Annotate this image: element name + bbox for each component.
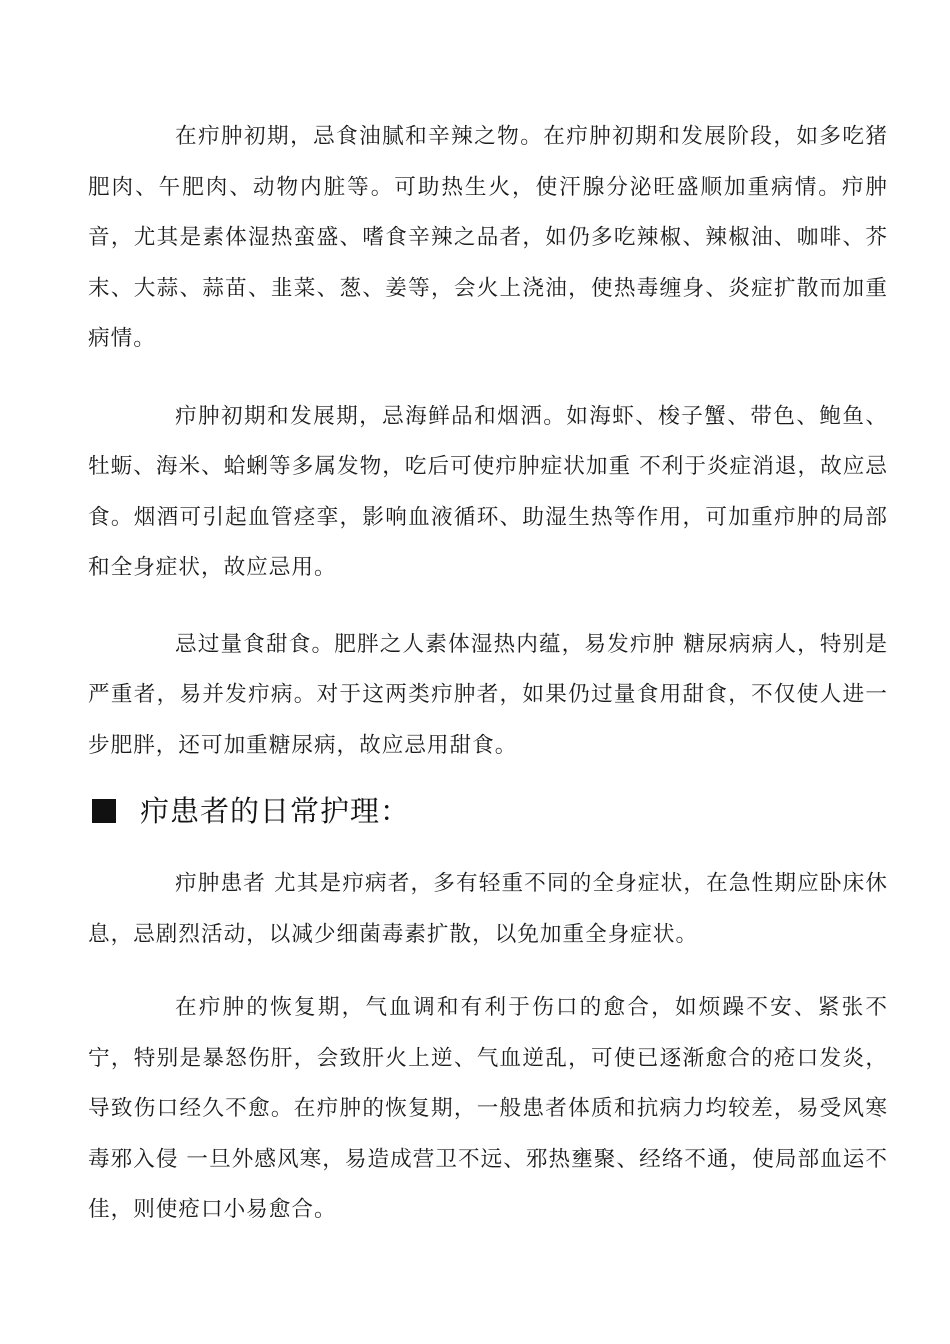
paragraph-care-recovery: 在疖肿的恢复期，气血调和有利于伤口的愈合，如烦躁不安、紧张不宁，特别是暴怒伤肝，会致肝火上逆、气血逆乱，可使已逐渐愈合的疮口发炎，导致伤口经久不愈。在疖肿的恢复期，一般患者体质和抗病力均较差，易受风寒毒邪入侵 一旦外感风寒，易造成营卫不远、邪热壅聚、经络不通，使局部血运不佳，则使疮口小易愈合。 [88,995,888,1222]
square-bullet-icon [92,799,116,823]
paragraph-diet-seafood-alcohol: 疖肿初期和发展期，忌海鲜品和烟洒。如海虾、梭子蟹、带色、鲍鱼、牡蛎、海米、蛤蜊等多属发物，吃后可使疖肿症状加重 不利于炎症消退，故应忌食。烟酒可引起血管痉挛，影响血液循环、助湿生热等作用，可加重疖肿的局部和全身症状，故应忌用。 [88,403,888,580]
document-page [88,112,888,1236]
section-heading-text: 疖患者的日常护理： [140,794,411,828]
paragraph-diet-sweets: 忌过量食甜食。肥胖之人素体湿热内蕴，易发疖肿 糖尿病病人，特别是严重者，易并发疖病。对于这两类疖肿者，如果仍过量食用甜食，不仅使人进一步肥胖，还可加重糖尿病，故应忌用甜食。 [88,631,888,758]
paragraph-diet-greasy-spicy: 在疖肿初期，忌食油腻和辛辣之物。在疖肿初期和发展阶段，如多吃猪肥肉、午肥肉、动物内脏等。可助热生火，使汗腺分泌旺盛顺加重病情。疖肿音，尤其是素体湿热蛮盛、嗜食辛辣之品者，如仍多吃辣椒、辣椒油、咖啡、芥末、大蒜、蒜苗、韭菜、葱、姜等，会火上浇油，使热毒缠身、炎症扩散而加重病情。 [88,124,888,351]
paragraph-care-rest: 疖肿患者 尤其是疖病者，多有轻重不同的全身症状，在急性期应卧床休息，忌剧烈活动，以减少细菌毒素扩散，以免加重全身症状。 [88,871,888,947]
section-heading [88,781,888,841]
